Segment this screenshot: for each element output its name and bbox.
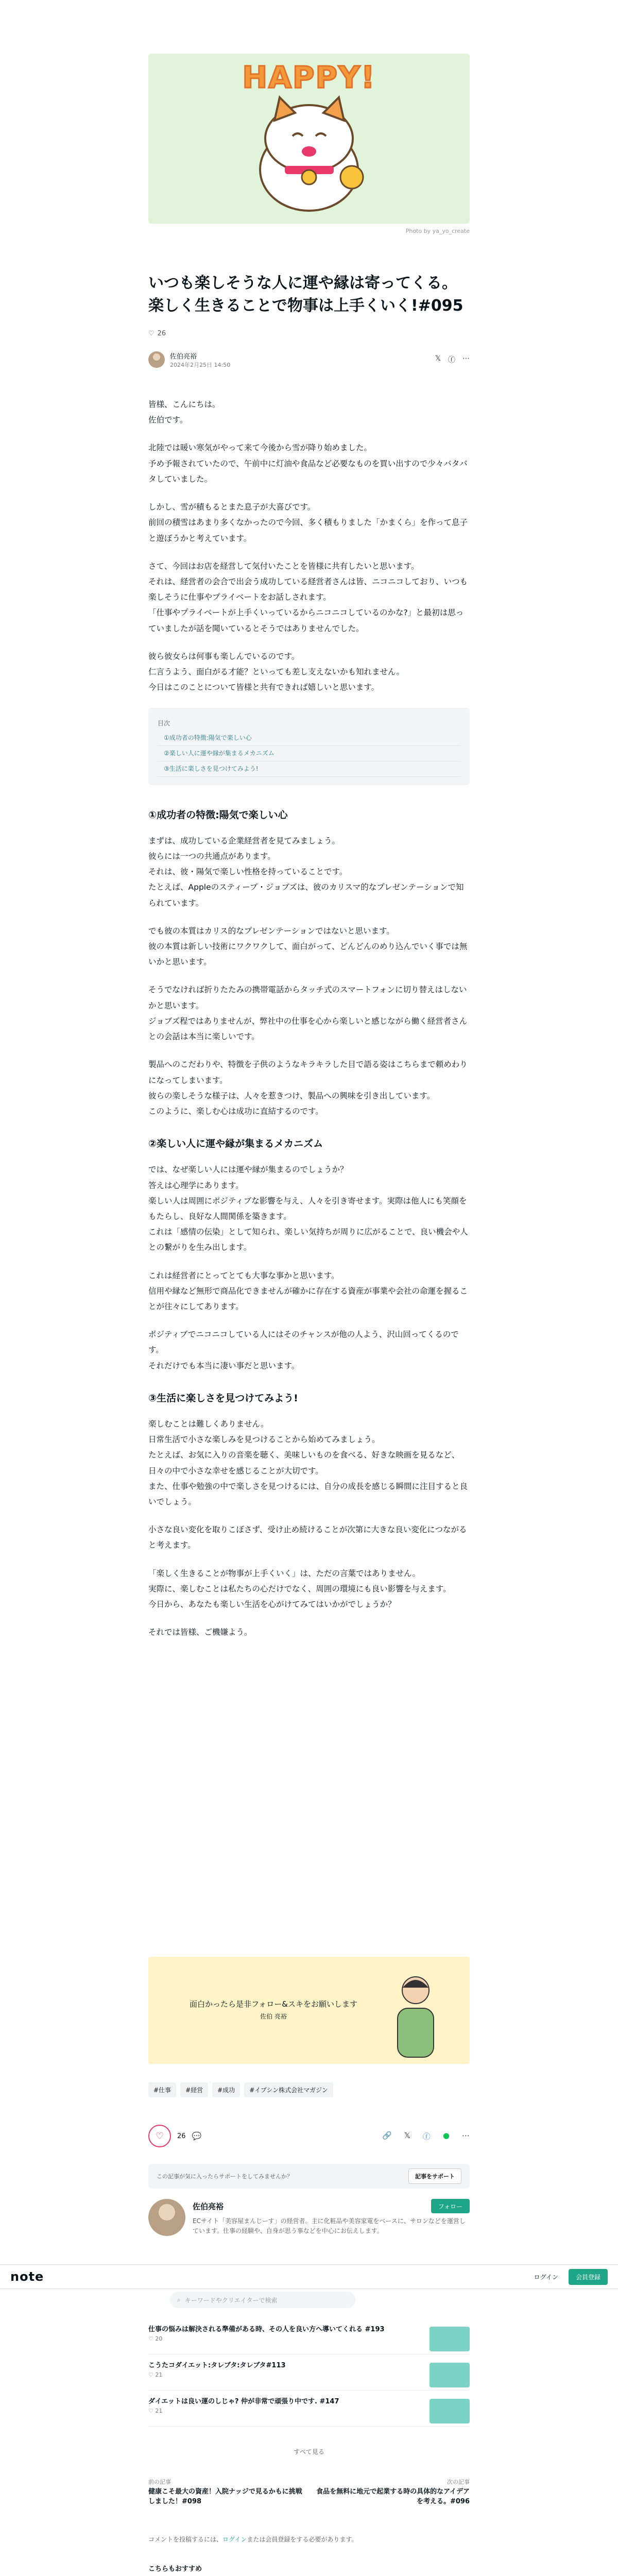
person-illustration [387,1972,444,2060]
photo-credit: Photo by ya_yo_create [405,228,470,234]
section-heading: ③生活に楽しさを見つけてみよう! [148,1392,298,1404]
like-count: 26 [157,330,166,337]
x-share-icon[interactable]: 𝕏 [435,354,441,363]
login-link[interactable]: ログイン [222,2536,247,2543]
follow-banner [148,1957,470,2064]
paragraph: これは経営者にとってとても大事な事かと思います。 信用や縁など無形で商品化できませんが確かに存在する資産が事業や会社の命運を握ることが往々にしてあります。 [148,1270,468,1312]
profile-name[interactable]: 佐伯亮裕 [193,2201,224,2211]
support-button[interactable]: 記事をサポート [408,2168,461,2184]
next-label: 次の記事 [447,2479,470,2485]
paragraph: それでは皆様、ご機嫌よう。 [148,1628,252,1637]
author-name[interactable]: 佐伯亮裕 [170,352,197,361]
comment-icon[interactable]: 💬 [192,2131,202,2141]
related-title: こうたコダイエット:タレブタ:タレブタ#113 [148,2362,286,2369]
note-logo[interactable]: note [10,2269,44,2284]
facebook-icon[interactable]: ⓕ [422,2131,431,2141]
hero-text: HAPPY! [242,60,376,95]
top-bar [0,2264,618,2289]
tag[interactable]: #成功 [212,2082,240,2097]
table-of-contents [148,708,470,785]
recommend-heading: こちらもおすすめ [148,2565,202,2573]
section-heading: ①成功者の特徴:陽気で楽しい心 [148,809,288,821]
paragraph: 彼ら彼女らは何事も楽しんでいるのです。 仁言うよう、面白がる才能？といっても差し支えないかも知れません。 今日はこのことについて皆様と共有できれば嬉しいと思います。 [148,651,404,692]
article-body [148,397,470,1653]
login-link[interactable]: ログイン [534,2273,558,2281]
next-title: 食品を無料に地元で起業する時の具体的なアイデアを考える。#096 [316,2487,470,2505]
paragraph: 小さな良い変化を取りこぼさず、受け止め続けることが次第に大きな良い変化につながると考えます。 [148,1525,467,1550]
more-icon[interactable]: ⋯ [462,2130,470,2140]
heart-icon: ♡ [148,330,154,337]
toc-item[interactable]: ③生活に楽しさを見つけてみよう! [158,761,460,777]
related-thumbnail [430,2327,470,2351]
follow-button[interactable]: フォロー [431,2199,470,2213]
article-title: いつも楽しそうな人に運や縁は寄ってくる。楽しく生きることで物事は上手くいく!#095 [148,274,464,315]
related-title: ダイエットは良い運のしじゃ? 仲が非常で頑張り中です. #147 [148,2398,339,2405]
tag-list [148,2082,333,2097]
hero-image [148,54,470,224]
paragraph: 製品へのこだわりや、特徴を子供のようなキラキラした目で語る姿はこちらまで頼めわりになってしまいます。 彼らの楽しそうな様子は、人々を惹きつけ、製品への興味を引き出しています。 このように、楽しむ心は成功に直結するのです。 [148,1060,468,1116]
related-likes: ♡ 21 [148,2371,163,2378]
related-thumbnail [430,2363,470,2387]
toc-item[interactable]: ①成功者の特徴:陽気で楽しい心 [158,731,460,746]
prev-article[interactable] [148,2478,303,2514]
article-actions [148,2123,470,2149]
paragraph: ポジティブでニコニコしている人にはそのチャンスが他の人よう、沢山回ってくるのです。 それだけでも本当に凄い事だと思います。 [148,1330,459,1370]
paragraph: では、なぜ楽しい人には運や縁が集まるのでしょうか？ 答えは心理学にあります。 楽しい人は周囲にポジティブな影響を与え、人々を引き寄せます。実際は他人にも笑顔をもたらし、良好な人間関係を築きます。 これは「感情の伝染」として知られ、楽しい気持ちが周りに広がることで、良い機会や人との繋がりを生み出します。 [148,1165,468,1252]
facebook-icon[interactable]: ⓕ [448,356,455,364]
related-thumbnail [430,2399,470,2424]
paragraph: でも彼の本質はカリス的なプレゼンテーションではないと思います。 彼の本質は新しい技術にワクワクして、面白がって、どんどんのめり込んでいく事では無いかと思います。 [148,926,468,967]
cat-illustration [148,54,470,224]
profile-avatar[interactable] [148,2199,185,2236]
link-icon[interactable]: 🔗 [382,2130,392,2140]
related-article[interactable] [148,2324,470,2354]
related-likes: ♡ 20 [148,2335,163,2342]
like-button[interactable]: ♡ [148,2125,171,2147]
comment-text: コメントを投稿するには、 [148,2536,223,2543]
paragraph: 楽しむことは難しくありません。 日常生活で小さな楽しみを見つけることから始めてみましょう。 たとえば、お気に入りの音楽を聴く、美味しいものを食べる、好きな映画を見るなど、日々の中で小さな幸せを感じることが大切です。 また、仕事や勉強の中で楽しさを見つけるには、自分の成長を感じる瞬間に注目すると良いでしょう。 [148,1419,468,1507]
support-text: この記事が気に入ったらサポートをしてみませんか？ [157,2173,293,2180]
related-likes: ♡ 21 [148,2408,163,2414]
banner-text: 面白かったら是非フォロー&スキをお願いします [190,1999,357,2009]
x-icon[interactable]: 𝕏 [404,2130,410,2140]
like-count-bottom: 26 [177,2132,186,2140]
profile-bio: ECサイト「美容屋まんじーす」の経営者。主に化粧品や美容家電をベースに、サロンなどを運営しています。仕事の経験や、自身が思う事などを中心にお伝えします。 [193,2217,466,2235]
related-title: 仕事の悩みは解決される準備がある時、その人を良い方へ導いてくれる #193 [148,2326,385,2333]
tag[interactable]: #経営 [180,2082,208,2097]
section-heading: ②楽しい人に運や縁が集まるメカニズム [148,1138,323,1150]
paragraph: さて、今回はお店を経営して気付いたことを皆様に共有したいと思います。 それは、経営者の会合で出会う成功している経営者さんは皆、ニコニコしており、いつも楽しそうに仕事やプライベートをお話しされます。 「仕事やプライベートが上手くいっているからニコニコしているのかな?」と最初は思っていましたが話を聞いているとそうではありませんでした。 [148,561,468,633]
related-article[interactable] [148,2396,470,2427]
paragraph: そうでなければ折りたたみの携帯電話からタッチ式のスマートフォンに切り替えはしないかと思います。 ジョブズ程ではありませんが、弊社中の仕事を心から楽しいと感じながら働く経営者さんとの会話は本当に楽しいです。 [148,985,468,1042]
tag[interactable]: #仕事 [148,2082,176,2097]
next-article[interactable] [315,2478,470,2514]
paragraph: 皆様、こんにちは。 佐伯です。 [148,400,220,425]
paragraph: まずは、成功している企業経営者を見てみましょう。 彼らには一つの共通点があります。 それは、彼・陽気で楽しい性格を持っていることです。 たとえば、Appleのスティーブ・ジョブズは、彼のカリスマ的なプレゼンテーションで知られています。 [148,836,464,908]
toc-item[interactable]: ②楽しい人に運や縁が集まるメカニズム [158,746,460,761]
avatar[interactable] [148,351,165,368]
prev-label: 前の記事 [148,2479,171,2485]
publish-date: 2024年2月25日 14:50 [170,361,231,368]
search-placeholder: キーワードやクリエイターで検索 [184,2296,278,2304]
banner-name: 佐伯 亮裕 [260,2012,287,2020]
search-input[interactable] [170,2292,355,2308]
comment-rest: または会員登録をする必要があります。 [247,2536,358,2543]
toc-heading: 目次 [158,719,170,727]
paragraph: 「楽しく生きることが物事が上手くいく」は、ただの言葉ではありません。 実際に、楽しむことは私たちの心だけでなく、周囲の環境にも良い影響を与えます。 今日から、あなたも楽しい生活を心がけてみてはいかがでしょうか？ [148,1568,451,1609]
related-article[interactable] [148,2360,470,2391]
see-all-link[interactable]: すべて見る [294,2448,324,2455]
register-button[interactable]: 会員登録 [569,2269,608,2285]
support-box [148,2164,470,2189]
author-row [148,349,470,370]
line-icon[interactable]: ● [442,2130,450,2140]
like-count-top[interactable] [148,330,166,337]
paragraph: しかし、雪が積もるとまた息子が大喜びです。 前回の積雪はあまり多くなかったので今回、多く積もりました「かまくら」を作って息子と遊ぼうかと考えています。 [148,502,468,543]
author-profile [148,2199,470,2245]
search-icon: ⌕ [177,2296,181,2303]
tag[interactable]: #イプシン株式会社マガジン [244,2082,333,2097]
more-icon[interactable]: ⋯ [462,354,470,363]
comment-notice [148,2535,357,2544]
prev-title: 健康こそ最大の資産！入院ナッジで見るかもに挑戦しました！#098 [148,2487,302,2505]
paragraph: 北陸では暖い寒気がやって来て今後から雪が降り始めました。 予め予報されていたので、午前中に灯油や食品など必要なものを買い出すので少々バタバタしていました。 [148,443,468,484]
